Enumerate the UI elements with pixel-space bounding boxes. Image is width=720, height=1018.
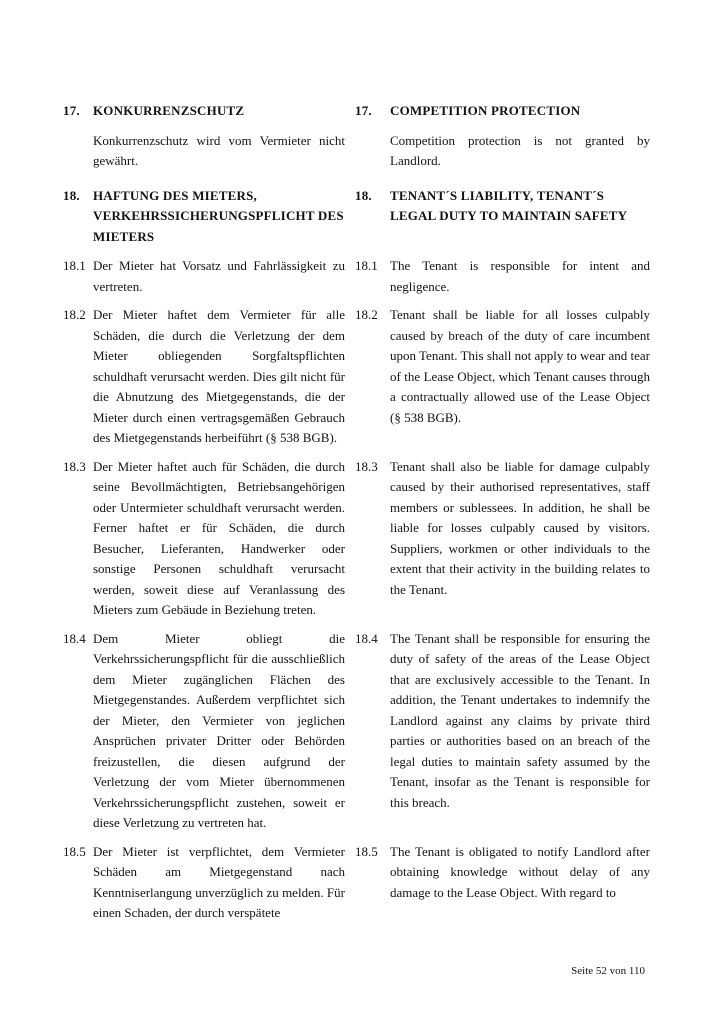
clause-number-en: 18.3 xyxy=(355,458,378,474)
section-title-en: COMPETITION PROTECTION xyxy=(390,103,581,118)
section-number-en: 17. xyxy=(355,103,372,118)
clause-text-en: The Tenant is obligated to notify Landlord after obtaining knowledge without delay of any damage to the Lease Object. With regard to xyxy=(390,843,650,900)
clause-text-en: The Tenant shall be responsible for ensuring the duty of safety of the areas of the Lease Object that are exclusively accessible to the Tenant. In addition, the Tenant undertakes to indemnify the Landlord against any claims by private third parties or authorities based on an breach of the legal duties to maintain safety assumed by the Tenant, insofar as the Tenant is responsible for this breach. xyxy=(390,630,650,810)
clause-number-en: 18.5 xyxy=(355,843,378,859)
clause-text-de: Der Mieter haftet dem Vermieter für alle Schäden, die durch die Verletzung der dem Mieter obliegenden Sorgfaltspflichten schuldhaft verursacht werden. Dies gilt nicht für die Abnutzung des Mietgegenstands, die der Mieter durch einen vertragsgemäßen Gebrauch des Mietgegenstands herbeiführt (§ 538 BGB). xyxy=(93,307,345,445)
clause-number-en: 18.4 xyxy=(355,630,378,646)
clause-18-5-row xyxy=(63,842,650,924)
clause-18-1-row xyxy=(63,256,650,297)
clause-text-de: Der Mieter ist verpflichtet, dem Vermieter Schäden am Mietgegenstand nach Kenntniserlangung unverzüglich zu melden. Für einen Schaden, der durch verspätete xyxy=(93,843,345,920)
clause-text-de: Konkurrenzschutz wird vom Vermieter nicht gewährt. xyxy=(93,132,345,168)
section-number-de: 18. xyxy=(63,187,80,203)
clause-text-en: Tenant shall be liable for all losses culpably caused by breach of the duty of care incumbent upon Tenant. This shall not apply to wear and tear of the Lease Object, which Tenant causes through a contractually allowed use of the Lease Object (§ 538 BGB). xyxy=(390,307,650,425)
clause-number-en: 18.2 xyxy=(355,307,378,322)
clause-text-en: The Tenant is responsible for intent and negligence. xyxy=(390,258,650,294)
section-number-de: 17. xyxy=(63,103,80,118)
clause-number-de: 18.3 xyxy=(63,458,86,474)
section-number-en: 18. xyxy=(355,187,372,203)
clause-text-en: Competition protection is not granted by Landlord. xyxy=(390,132,650,168)
contract-body xyxy=(63,101,650,932)
clause-number-de: 18.5 xyxy=(63,843,86,859)
section-title-en: TENANT´S LIABILITY, TENANT´S LEGAL DUTY TO MAINTAIN SAFETY xyxy=(390,187,628,223)
clause-number-de: 18.4 xyxy=(63,630,86,646)
section-17-heading-row xyxy=(63,101,650,122)
clause-18-2-row xyxy=(63,305,650,449)
clause-18-4-row xyxy=(63,629,650,834)
section-17-paragraph-row xyxy=(63,131,650,172)
clause-number-de: 18.2 xyxy=(63,307,86,322)
page-number: Seite 52 von 110 xyxy=(571,965,645,977)
section-18-heading-row xyxy=(63,186,650,248)
clause-number-de: 18.1 xyxy=(63,258,86,273)
clause-text-de: Dem Mieter obliegt die Verkehrssicherungspflicht für die ausschließlich dem Mieter zugänglichen Flächen des Mietgegenstandes. Außerdem verpflichtet sich der Mieter, den Vermieter von jeglichen Ansprüchen privater Dritter oder Behörden freizustellen, die diesen aufgrund der Verletzung der vom Mieter übernommenen Verkehrssicherungspflicht zustehen, soweit er diese Verletzung zu vertreten hat. xyxy=(93,630,345,830)
clause-text-en: Tenant shall also be liable for damage culpably caused by their authorised representatives, staff members or sublessees. In addition, he shall be liable for losses culpably caused by visitors. Suppliers, workmen or other individuals to the extent that their activity in the building relates to the Tenant. xyxy=(390,458,650,597)
clause-18-3-row xyxy=(63,457,650,621)
clause-text-de: Der Mieter haftet auch für Schäden, die durch seine Bevollmächtigten, Betriebsangehörigen oder Untermieter schuldhaft verursacht werden. Ferner haftet er für Schäden, die durch Besucher, Lieferanten, Handwerker oder sonstige Personen schuldhaft verursacht werden, soweit diese auf Veranlassung des Mieters zum Gebäude in Beziehung treten. xyxy=(93,458,345,617)
section-title-de: HAFTUNG DES MIETERS, VERKEHRSSICHERUNGSPFLICHT DES MIETERS xyxy=(93,187,344,244)
clause-number-en: 18.1 xyxy=(355,258,378,273)
clause-text-de: Der Mieter hat Vorsatz und Fahrlässigkeit zu vertreten. xyxy=(93,258,345,294)
section-title-de: KONKURRENZSCHUTZ xyxy=(93,103,245,118)
